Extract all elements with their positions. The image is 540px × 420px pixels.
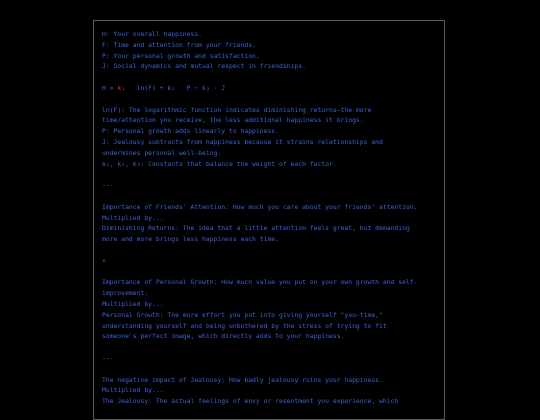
jealousy-line: The negative impact of Jealousy: How badly jealousy ruins your happiness. (102, 375, 383, 384)
definition-f: F: Time and attention from your friends. (102, 40, 256, 49)
spacer (102, 94, 440, 105)
jealousy-line: The Jealousy: The actual feelings of envy or resentment you experience, which (102, 397, 399, 406)
spacer (102, 267, 440, 278)
formula-rest: · ln(F) + k₂ · P − k₃ · J (125, 83, 226, 92)
friends-line: Multiplied by... (102, 213, 164, 222)
definition-j: J: Social dynamics and mutual respect in friendships. (102, 62, 306, 71)
explanation-line: time/attention you receive, the less additional happiness it brings. (102, 116, 364, 125)
formula-lhs: H = (102, 83, 118, 92)
explanation-line: P: Personal growth adds linearly to happiness. (102, 127, 279, 136)
spacer (102, 169, 440, 180)
formula (102, 83, 440, 94)
explanation-line: undermines personal well-being. (102, 148, 222, 157)
spacer (102, 364, 440, 375)
definition-h: H: Your overall happiness. (102, 30, 203, 38)
friends-line: more and more brings less happiness each time. (102, 235, 279, 244)
growth-line: Multiplied by... (102, 299, 164, 308)
document-content (102, 29, 440, 407)
friends-line: Importance of Friends' Attention: How much you care about your friends' attention. (102, 202, 418, 211)
separator: --- (102, 353, 114, 362)
document-page (93, 20, 445, 420)
spacer (102, 191, 440, 202)
growth-line: Importance of Personal Growth: How much value you put on your own growth and self- (102, 278, 418, 287)
explanation-line: k₁, k₂, k₃: Constants that balance the weight of each factor. (102, 159, 337, 168)
growth-line: understanding yourself and being unbothered by the stress of trying to fit (102, 321, 387, 330)
plus-sign: + (102, 256, 106, 265)
spacer (102, 245, 440, 256)
friends-line: Diminishing Returns: The idea that a little attention feels great, but demanding (102, 224, 410, 233)
definition-p: P: Your personal growth and satisfaction. (102, 51, 260, 60)
separator: --- (102, 181, 114, 190)
spacer (102, 342, 440, 353)
explanation-line: J: Jealousy subtracts from happiness because it strains relationships and (102, 137, 383, 146)
spacer (102, 72, 440, 83)
jealousy-line: Multiplied by... (102, 386, 164, 395)
formula-k1: k₁ (117, 83, 126, 92)
explanation-line: ln(F): The logarithmic function indicates diminishing returns—the more (102, 105, 372, 114)
growth-line: Personal Growth: The more effort you put into giving yourself "you-time," (102, 310, 383, 319)
growth-line: someone's perfect image, which directly adds to your happiness. (102, 332, 345, 341)
growth-line: improvement. (102, 289, 149, 298)
